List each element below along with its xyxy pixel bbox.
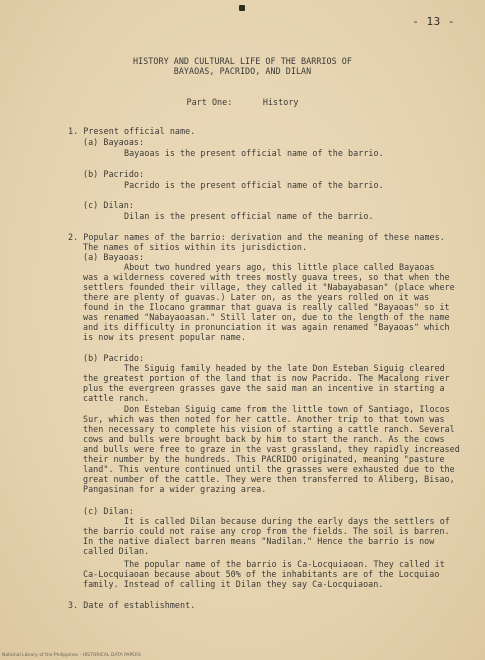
paragraph-line: and its difficulty in pronunciation it was again renamed "Bayaoas" which: [83, 322, 450, 332]
section-2-heading-line-2: The names of sitios within its jurisdiction.: [83, 242, 308, 252]
paragraph-line: Don Esteban Siguig came from the little town of Santiago, Ilocos: [124, 404, 450, 414]
section-2-heading-line-1: 2. Popular names of the barrio: derivation and the meaning of these names.: [68, 232, 445, 242]
section-1c-text: Dilan is the present official name of the barrio.: [124, 211, 374, 221]
section-2b-label: (b) Pacrido:: [83, 353, 145, 363]
paragraph-line: cattle ranch.: [83, 393, 150, 403]
paragraph-line: was a wilderness covered with trees mostly guava trees, so that when the: [83, 272, 450, 282]
paragraph-line: and bulls were free to graze in the vast grassland, they rapidly increased: [83, 444, 460, 454]
title-line-1: HISTORY AND CULTURAL LIFE OF THE BARRIOS OF: [133, 56, 352, 66]
paragraph-line: land". This venture continued until the grasses were exhausted due to the: [83, 464, 455, 474]
paragraph-line: It is called Dilan because during the early days the settlers of: [124, 516, 450, 526]
paragraph-line: Sur, which was then noted for her cattle. Another trip to that town was: [83, 414, 445, 424]
title-line-2: BAYAOAS, PACRIDO, AND DILAN: [173, 66, 312, 76]
paragraph-line: plus the evergreen grasses gave the said man an incentive in starting a: [83, 383, 445, 393]
paragraph-line: is now its present popular name.: [83, 332, 246, 342]
paragraph-line: Pangasinan for a wider grazing area.: [83, 484, 267, 494]
section-1b-text: Pacrido is the present official name of the barrio.: [124, 180, 384, 190]
paragraph-line: The Siguig family headed by the late Don Esteban Siguig cleared: [124, 363, 445, 373]
section-2c-label: (c) Dilan:: [83, 506, 134, 516]
punch-hole-mark: [239, 5, 245, 11]
paragraph-line: In the native dialect barren means "Nadilan." Hence the barrio is now: [83, 536, 435, 546]
paragraph-line: called Dilan.: [83, 546, 150, 556]
section-2a-label: (a) Bayaoas:: [83, 252, 145, 262]
paragraph-line: family. Instead of calling it Dilan they say Ca-Locquiaoan.: [83, 579, 384, 589]
section-1a-text: Bayaoas is the present official name of the barrio.: [124, 148, 384, 158]
section-1-heading: 1. Present official name.: [68, 126, 196, 136]
page-number: - 13 -: [412, 15, 455, 28]
paragraph-line: The popular name of the barrio is Ca-Locquiaoan. They called it: [124, 559, 445, 569]
paragraph-line: the greatest portion of the land that is now Pacrido. The Macalong river: [83, 373, 450, 383]
paragraph-line: the barrio could not raise any crop from the fields. The soil is barren.: [83, 526, 450, 536]
paragraph-line: was renamed "Nabayaoasan." Still later on, due to the length of the name: [83, 312, 450, 322]
part-heading: Part One: History: [186, 97, 299, 107]
section-1b-label: (b) Pacrido:: [83, 169, 145, 179]
paragraph-line: About two hundred years ago, this little place called Bayaoas: [124, 262, 435, 272]
paragraph-line: Ca-Locquiaoan because about 50% of the inhabitants are of the Locquiao: [83, 569, 440, 579]
archive-footer: National Library of the Philippines · HISTORICAL DATA PAPERS: [2, 653, 142, 658]
paragraph-line: there are plenty of guavas.) Later on, as the years rolled on it was: [83, 292, 430, 302]
paragraph-line: their number by the hundreds. This PACRIDO originated, meaning "pasture: [83, 454, 445, 464]
section-1c-label: (c) Dilan:: [83, 200, 134, 210]
paragraph-line: great number of the cattle. They were then transferred to Aliberg, Bisao,: [83, 474, 455, 484]
section-1a-label: (a) Bayaoas:: [83, 137, 145, 147]
paragraph-line: settlers founded their village, they called it "Nabayabasan" (place where: [83, 282, 455, 292]
paragraph-line: then necessary to complete his vision of starting a cattle ranch. Several: [83, 424, 455, 434]
section-3-heading: 3. Date of establishment.: [68, 600, 196, 610]
paragraph-line: found in the Ilocano grammar that guava is really called "Bayaoas" so it: [83, 302, 450, 312]
paragraph-line: cows and bulls were brought back by him to start the ranch. As the cows: [83, 434, 445, 444]
